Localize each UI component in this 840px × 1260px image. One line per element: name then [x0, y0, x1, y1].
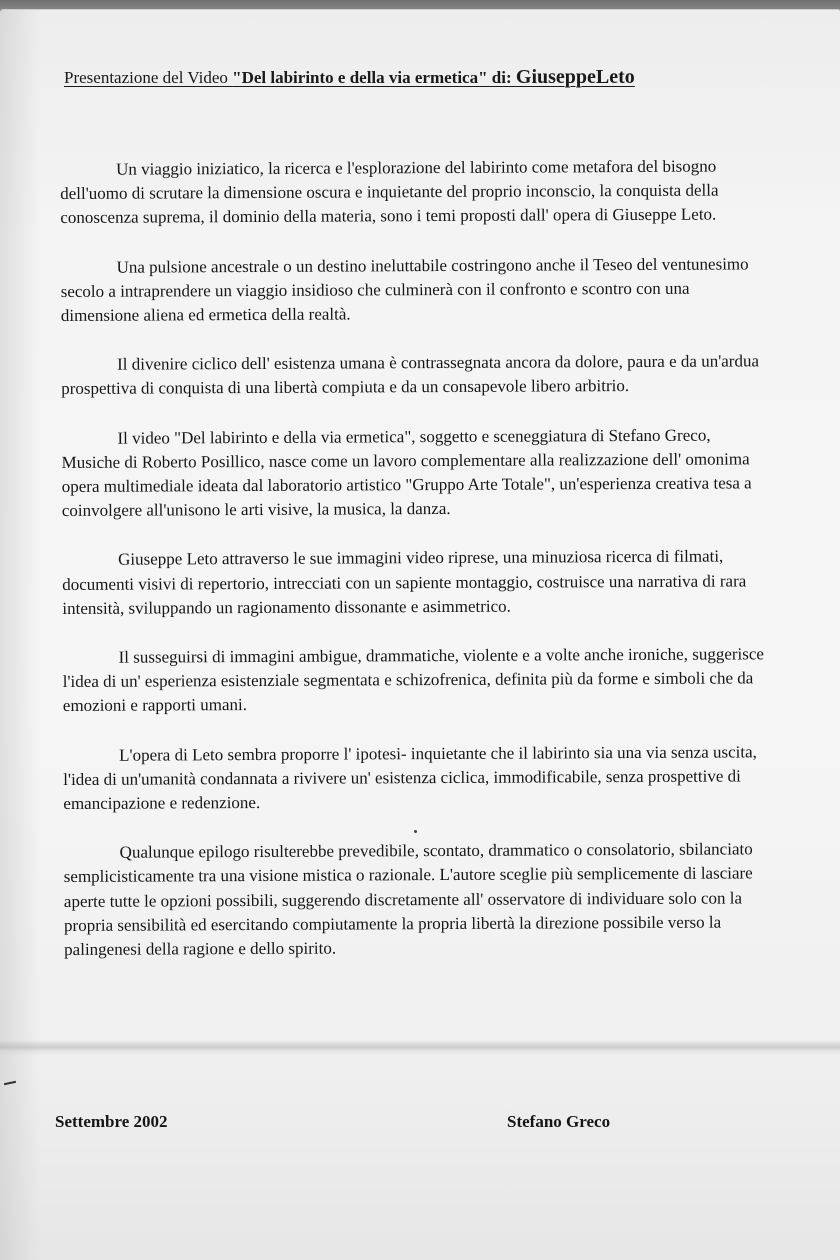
paper-sheet — [0, 10, 840, 1260]
paragraph-3: Il divenire ciclico dell' esistenza umana è contrassegnata ancora da dolore, paura e da un'ardua prospettiva di conquista di una libertà compiuta e da un consapevole libero arbitrio. — [61, 351, 760, 399]
paragraph-5: Giuseppe Leto attraverso le sue immagini video riprese, una minuziosa ricerca di filmati, documenti visivi di repertorio, intrecciati con un sapiente montaggio, costruisce una narrativa di rara intensità, sviluppando un ragionamento dissonante e asimmetrico. — [62, 546, 747, 618]
document-body — [60, 154, 774, 987]
paragraph-2: Una pulsione ancestrale o un destino ineluttabile costringono anche il Teseo del ventunesimo secolo a intraprendere un viaggio insidioso che culminerà con il confronto e scontro con una dimensione aliena ed ermetica della realtà. — [60, 254, 749, 326]
footer-date: Settembre 2002 — [55, 1112, 168, 1131]
document-title — [64, 66, 635, 89]
paragraph-7: L'opera di Leto sembra proporre l' ipotesi- inquietante che il labirinto sia una via senza uscita, l'idea di un'umanità condannata a rivivere un' esistenza ciclica, immodificabile, senza prospettive di emancipazione e redenzione. — [63, 742, 757, 814]
paragraph-4: Il video "Del labirinto e della via ermetica", soggetto e sceneggiatura di Stefano Greco, Musiche di Roberto Posillico, nasce come un lavoro complementare alla realizzazione dell' omonima opera multimediale ideata dal laboratorio artistico "Gruppo Arte Totale", un'esperienza creativa tesa a coinvolgere all'unisono le arti visive, la musica, la danza. — [61, 425, 752, 521]
title-by: di: — [487, 68, 516, 87]
ink-speck — [414, 830, 417, 833]
title-author: GiuseppeLeto — [515, 66, 635, 88]
title-prefix: Presentazione del Video — [64, 68, 233, 87]
paragraph-6: Il susseguirsi di immagini ambigue, drammatiche, violente e a volte anche ironiche, suggerisce l'idea di un' esperienza esistenziale segmentata e schizofrenica, definita più da forme e simboli che da emozioni e rapporti umani. — [62, 644, 764, 716]
paragraph-8: Qualunque epilogo risulterebbe prevedibile, scontato, drammatico o consolatorio, sbilanciato semplicisticamente tra una visione mistica o razionale. L'autore sceglie più semplicemente di lasciare aperte tutte le opzioni possibili, suggerendo discretamente all' osservatore di individuare solo con la propria sensibilità ed esercitando compiutamente la propria libertà la direzione possibile verso la palingenesi della ragione e dello spirito. — [63, 839, 753, 960]
title-work: "Del labirinto e della via ermetica" — [232, 68, 488, 87]
footer-signature: Stefano Greco — [507, 1112, 611, 1131]
paper-fold — [0, 1040, 840, 1056]
document-footer — [55, 1112, 635, 1138]
paper-shadow — [0, 10, 40, 1260]
paragraph-1: Un viaggio iniziatico, la ricerca e l'esplorazione del labirinto come metafora del bisogno dell'uomo di scrutare la dimensione oscura e inquietante del proprio inconscio, la conquista della conoscenza suprema, il dominio della materia, sono i temi proposti dall' opera di Giuseppe Leto. — [60, 156, 719, 228]
